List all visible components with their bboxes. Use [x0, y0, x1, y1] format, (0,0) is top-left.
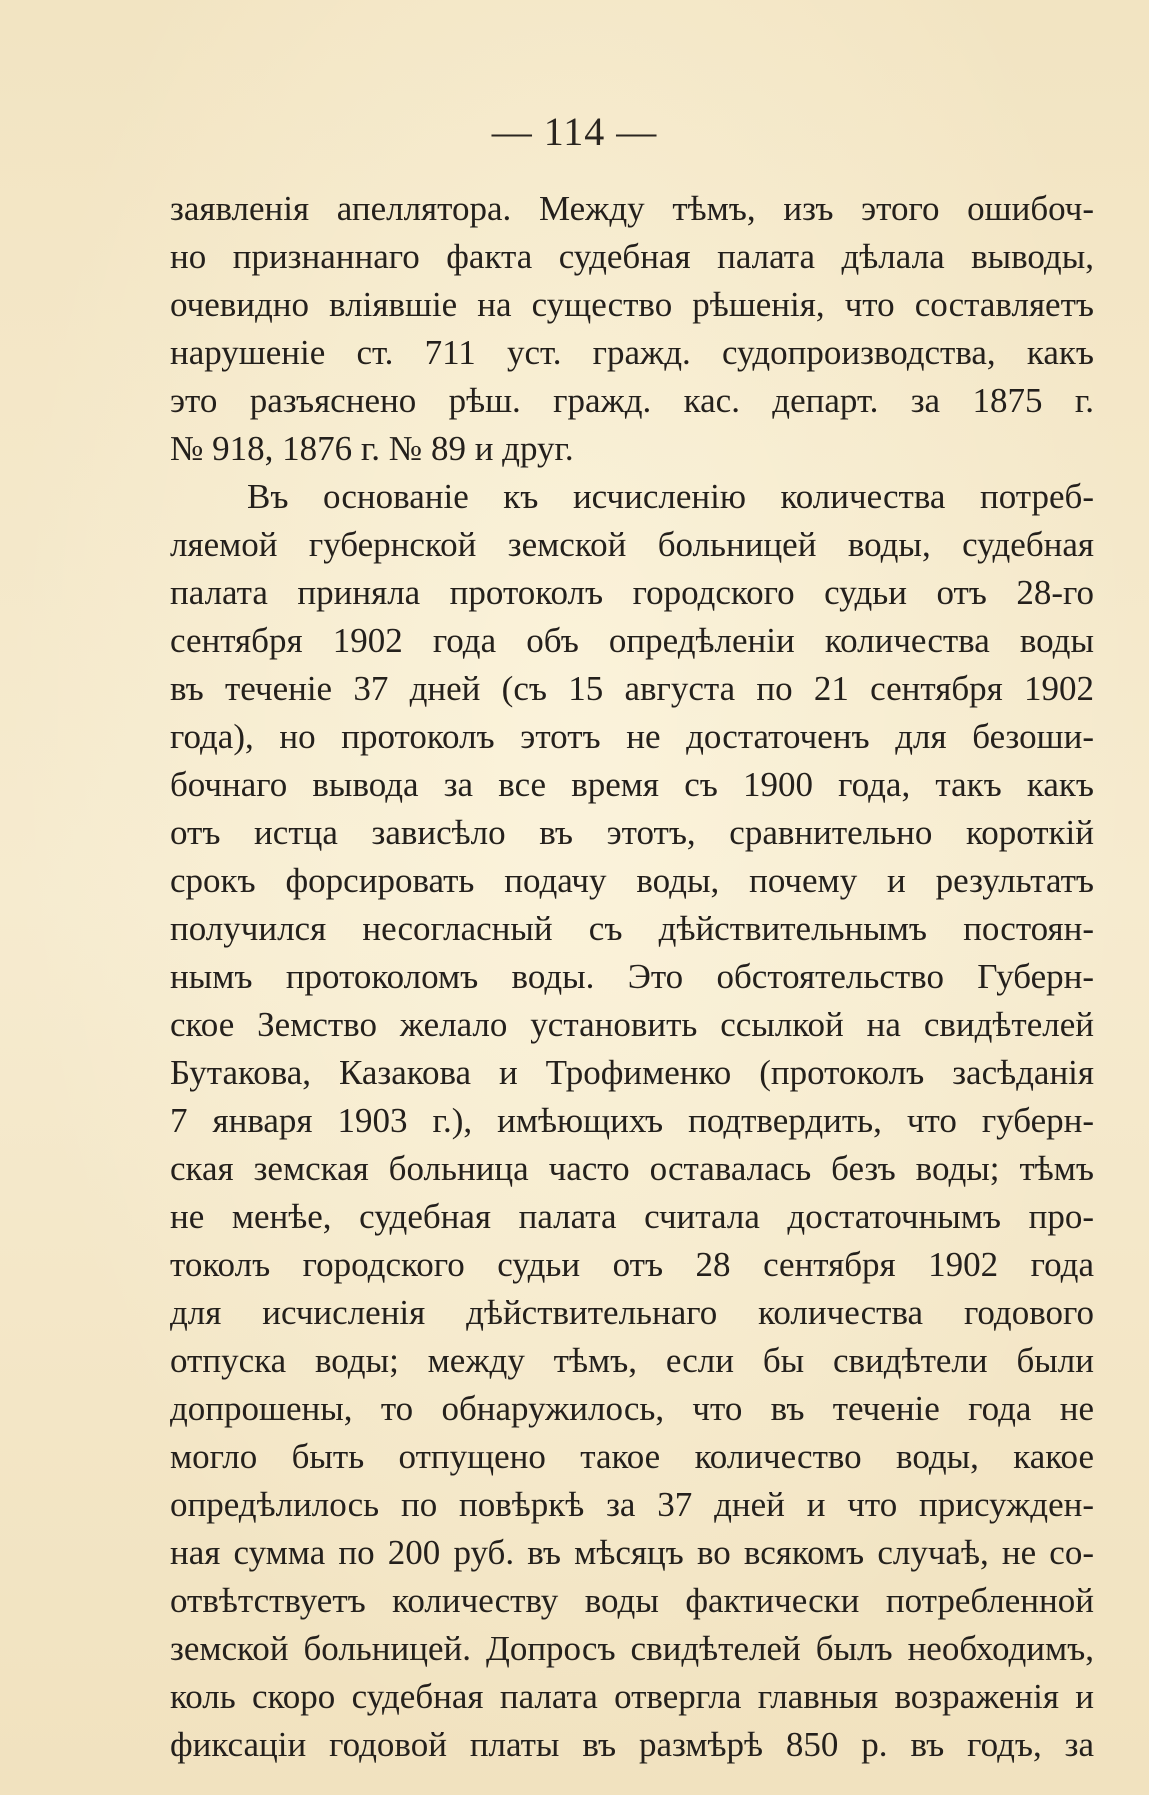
text-line-content: заявленія апеллятора. Между тѣмъ, изъ этого ошибоч- — [170, 189, 1094, 228]
text-line — [170, 665, 1094, 713]
text-line-content: въ теченіе 37 дней (съ 15 августа по 21 сентября 1902 — [170, 669, 1094, 708]
text-line — [170, 905, 1094, 953]
text-line-content: коль скоро судебная палата отвергла главныя возраженія и — [170, 1677, 1094, 1716]
text-line — [170, 281, 1094, 329]
text-line — [170, 809, 1094, 857]
text-line — [170, 1097, 1094, 1145]
text-line-content: отвѣтствуетъ количеству воды фактически потребленной — [170, 1581, 1094, 1620]
text-line-content: земской больницей. Допросъ свидѣтелей былъ необходимъ, — [170, 1629, 1094, 1668]
text-line — [170, 1145, 1094, 1193]
text-line-content: для исчисленія дѣйствительнаго количества годового — [170, 1293, 1094, 1332]
text-line-content: ляемой губернской земской больницей воды, судебная — [170, 525, 1094, 564]
text-line-content: фиксаціи годовой платы въ размѣрѣ 850 р. въ годъ, за — [170, 1725, 1094, 1764]
text-line-content: нымъ протоколомъ воды. Это обстоятельство Губерн- — [170, 957, 1094, 996]
text-line-content: нарушеніе ст. 711 уст. гражд. судопроизводства, какъ — [170, 333, 1094, 372]
text-line-content: ная сумма по 200 руб. въ мѣсяцъ во всякомъ случаѣ, не со- — [170, 1533, 1094, 1572]
text-line-content: допрошены, то обнаружилось, что въ теченіе года не — [170, 1389, 1094, 1428]
text-line-content: срокъ форсировать подачу воды, почему и результатъ — [170, 861, 1094, 900]
text-line-content: отпуска воды; между тѣмъ, если бы свидѣтели были — [170, 1341, 1094, 1380]
text-line — [170, 1049, 1094, 1097]
text-line — [170, 1385, 1094, 1433]
text-line-content: года), но протоколъ этотъ не достаточенъ для безоши- — [170, 717, 1094, 756]
text-line — [170, 713, 1094, 761]
text-line — [170, 521, 1094, 569]
text-line — [170, 1625, 1094, 1673]
text-line-content: № 918, 1876 г. № 89 и друг. — [170, 429, 574, 468]
text-line — [170, 1001, 1094, 1049]
text-line — [170, 329, 1094, 377]
text-line — [170, 1289, 1094, 1337]
text-line — [170, 233, 1094, 281]
text-line — [170, 473, 1094, 521]
text-line — [170, 1193, 1094, 1241]
text-line — [170, 1481, 1094, 1529]
text-line-content: Бутакова, Казакова и Трофименко (протоколъ засѣданія — [170, 1053, 1094, 1092]
text-line-content: палата приняла протоколъ городского судьи отъ 28-го — [170, 573, 1094, 612]
text-line-content: не менѣе, судебная палата считала достаточнымъ про- — [170, 1197, 1094, 1236]
text-line — [170, 569, 1094, 617]
text-line — [170, 1529, 1094, 1577]
text-line — [170, 1577, 1094, 1625]
text-line-content: очевидно вліявшіе на существо рѣшенія, что составляетъ — [170, 285, 1094, 324]
text-line — [170, 1433, 1094, 1481]
text-line-content: но признаннаго факта судебная палата дѣлала выводы, — [170, 237, 1094, 276]
text-line — [170, 953, 1094, 1001]
text-line-content: отъ истца зависѣло въ этотъ, сравнительно короткій — [170, 813, 1094, 852]
text-line-content: ская земская больница часто оставалась безъ воды; тѣмъ — [170, 1149, 1094, 1188]
text-line-content: могло быть отпущено такое количество воды, какое — [170, 1437, 1094, 1476]
text-line-content: ское Земство желало установить ссылкой на свидѣтелей — [170, 1005, 1094, 1044]
text-line — [170, 857, 1094, 905]
text-line — [170, 425, 1094, 473]
text-line — [170, 1673, 1094, 1721]
text-line — [170, 1337, 1094, 1385]
text-line — [170, 761, 1094, 809]
text-line — [170, 185, 1094, 233]
text-line — [170, 617, 1094, 665]
text-line-content: бочнаго вывода за все время съ 1900 года, такъ какъ — [170, 765, 1094, 804]
text-line-content: 7 января 1903 г.), имѣющихъ подтвердить, что губерн- — [170, 1101, 1094, 1140]
text-line — [170, 1241, 1094, 1289]
text-line-content: Въ основаніе къ исчисленію количества потреб- — [247, 477, 1094, 516]
text-line-content: сентября 1902 года объ опредѣленіи количества воды — [170, 621, 1094, 660]
page-number: — 114 — — [491, 109, 658, 154]
body-text — [170, 185, 1094, 1769]
text-line-content: это разъяснено рѣш. гражд. кас. департ. за 1875 г. — [170, 381, 1094, 420]
text-line — [170, 1721, 1094, 1769]
text-line — [170, 377, 1094, 425]
text-line-content: опредѣлилось по повѣркѣ за 37 дней и что присужден- — [170, 1485, 1094, 1524]
text-line-content: получился несогласный съ дѣйствительнымъ постоян- — [170, 909, 1094, 948]
text-line-content: токолъ городского судьи отъ 28 сентября 1902 года — [170, 1245, 1094, 1284]
